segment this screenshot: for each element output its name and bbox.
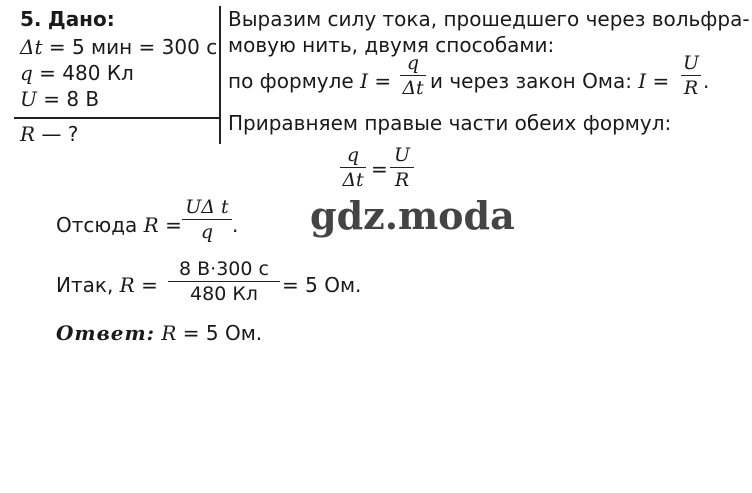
so-r: R [119, 273, 135, 297]
hence-prefix: Отсюда [56, 213, 144, 237]
answer-label: Ответ: [56, 321, 155, 345]
answer-r: R [161, 321, 177, 345]
fraction-numerator: U [393, 144, 410, 166]
fraction-bar [168, 281, 280, 282]
fraction-bar [340, 167, 366, 168]
line3-prefix: по формуле [228, 69, 361, 93]
so-prefix: Итак, [56, 273, 120, 297]
fraction-u-over-r [681, 52, 701, 99]
fraction-hence [182, 196, 232, 243]
dt-value: = 5 мин = 300 с [42, 35, 218, 59]
given-label: Дано: [47, 7, 115, 31]
answer-line [56, 322, 262, 344]
fraction-denominator: q [200, 221, 214, 243]
fraction-q-over-dt [400, 52, 426, 99]
so-line [56, 274, 158, 296]
equation-equals: = [371, 157, 388, 181]
given-find [20, 123, 78, 145]
problem-number-given [20, 8, 115, 30]
fraction-numerator: q [346, 144, 360, 166]
fraction-numerator: U [682, 52, 699, 74]
solution-line-2: мовую нить, двумя способами: [228, 33, 555, 57]
answer-value: = 5 Ом. [176, 321, 263, 345]
fraction-denominator: Δt [342, 169, 364, 191]
so-eq: = [134, 273, 158, 297]
solution-line-1: Выразим силу тока, прошедшего через вольфра- [228, 7, 750, 31]
line3-middle: и через закон Ома: I = [430, 69, 670, 93]
given-dt [20, 36, 217, 58]
fraction-so [168, 258, 280, 305]
q-var: q [20, 61, 33, 85]
solution-line-4: Приравняем правые части обеих формул: [228, 111, 672, 135]
hence-period: . [232, 213, 239, 237]
u-var: U [20, 87, 37, 111]
dt-var: Δt [20, 35, 43, 59]
given-q [20, 62, 134, 84]
problem-number: 5. [20, 7, 42, 31]
fraction-bar [182, 219, 232, 220]
fraction-denominator: R [683, 77, 699, 99]
hence-eq: = [158, 213, 182, 237]
find-value: — ? [35, 122, 79, 146]
line3-period: . [703, 69, 710, 93]
i-var: I [360, 69, 368, 93]
solution-line-3 [228, 70, 391, 92]
fraction-bar [681, 75, 701, 76]
fraction-denominator: Δt [402, 77, 424, 99]
hence-line [56, 214, 182, 236]
fraction-bar [400, 75, 426, 76]
fraction-denominator: 480 Кл [190, 283, 258, 305]
so-result: = 5 Ом. [282, 273, 362, 297]
i-var-2: I [638, 69, 647, 93]
fraction-numerator: q [406, 52, 420, 74]
given-vertical-rule [219, 6, 221, 144]
fraction-numerator: UΔ t [185, 196, 229, 218]
line3-eq: = [367, 69, 392, 93]
equation-fraction-right [390, 144, 414, 191]
find-var: R [20, 122, 36, 146]
watermark-logo: gdz.moda [310, 193, 515, 238]
q-value: = 480 Кл [32, 61, 134, 85]
given-u [20, 88, 99, 110]
hence-r: R [143, 213, 159, 237]
given-divider [14, 117, 220, 119]
equation-fraction-left [340, 144, 366, 191]
fraction-numerator: 8 В·300 с [179, 258, 269, 280]
u-value: = 8 В [36, 87, 100, 111]
fraction-bar [390, 167, 414, 168]
fraction-denominator: R [394, 169, 410, 191]
